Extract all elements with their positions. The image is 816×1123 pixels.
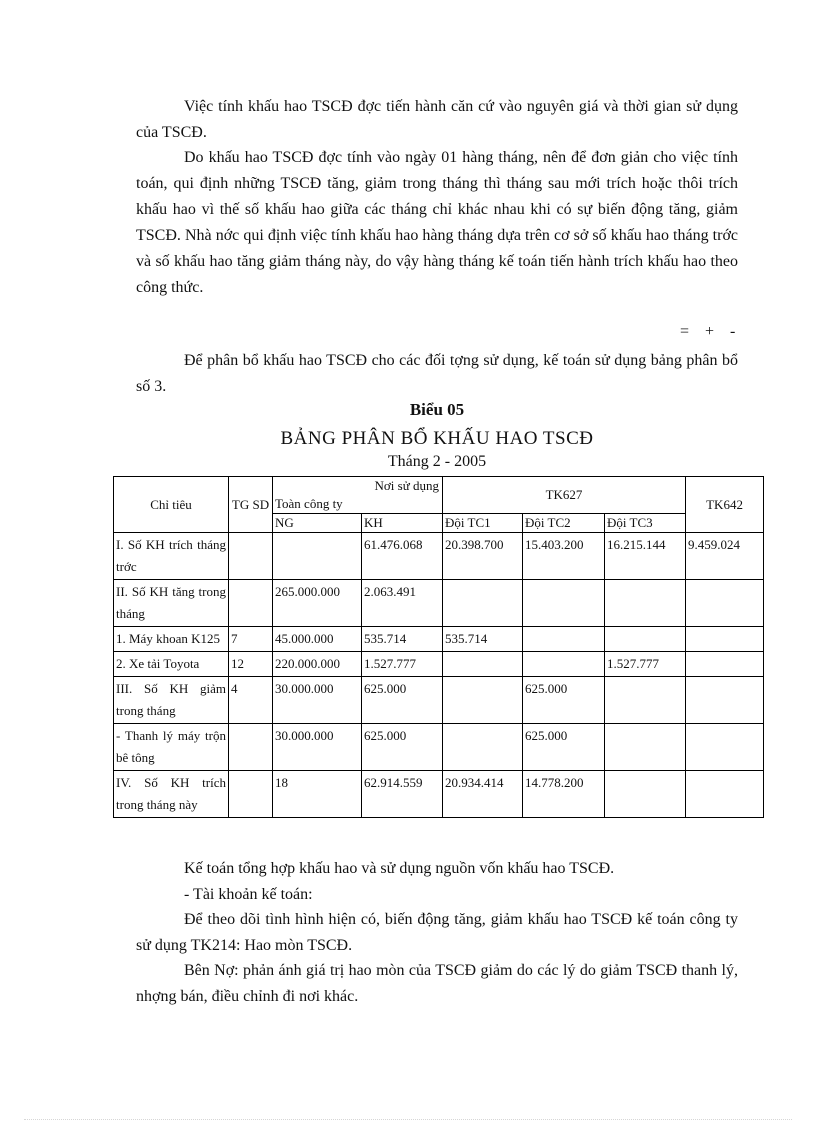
table-row	[114, 533, 764, 580]
cell-tc3	[605, 771, 686, 818]
header-chi-tieu: Chỉ tiêu	[114, 477, 229, 533]
paragraph-summary: Kế toán tổng hợp khấu hao và sử dụng nguồn vốn khấu hao TSCĐ.	[184, 860, 615, 877]
table-row	[114, 580, 764, 627]
cell-kh: 625.000	[362, 724, 443, 771]
page-footer-divider	[24, 1119, 792, 1120]
row-label: III. Số KH giảm trong tháng	[114, 677, 229, 724]
cell-tg	[229, 533, 273, 580]
cell-ng	[273, 533, 362, 580]
paragraph-account-heading: - Tài khoản kế toán:	[184, 886, 313, 903]
cell-tc3	[605, 724, 686, 771]
header-tk627: TK627	[443, 477, 686, 514]
cell-kh: 2.063.491	[362, 580, 443, 627]
header-doi-tc2: Đội TC2	[523, 514, 605, 533]
table-heading: BẢNG PHÂN BỔ KHẤU HAO TSCĐ	[280, 428, 594, 449]
cell-tg: 12	[229, 652, 273, 677]
row-label: 2. Xe tải Toyota	[114, 652, 229, 677]
cell-tk642: 9.459.024	[686, 533, 764, 580]
header-noi-su-dung-cell	[273, 477, 443, 514]
cell-tg	[229, 580, 273, 627]
cell-ng: 30.000.000	[273, 724, 362, 771]
table-row	[114, 652, 764, 677]
header-ng: NG	[273, 514, 362, 533]
cell-tc2: 625.000	[523, 724, 605, 771]
cell-kh: 1.527.777	[362, 652, 443, 677]
header-doi-tc1: Đội TC1	[443, 514, 523, 533]
table-label: Biểu 05	[409, 400, 465, 419]
cell-ng: 265.000.000	[273, 580, 362, 627]
paragraph-depreciation-method: Do khấu hao TSCĐ đợc tính vào ngày 01 hàng tháng, nên để đơn giản cho việc tính toán, qui định những TSCĐ tăng, giảm trong tháng thì tháng sau mới trích hoặc thôi trích khấu hao vì thế số khấu hao giữa các tháng chỉ khác nhau khi có sự biến động tăng, giảm TSCĐ. Nhà nớc qui định việc tính khấu hao hàng tháng dựa trên cơ sở số khấu hao tháng trớc và số khấu hao tăng giảm tháng này, do vậy hàng tháng kế toán tiến hành trích khấu hao theo công thức.	[136, 149, 738, 296]
cell-ng: 18	[273, 771, 362, 818]
paragraph-tk214: Để theo dõi tình hình hiện có, biến động tăng, giảm khấu hao TSCĐ kế toán công ty sử dụng TK214: Hao mòn TSCĐ.	[136, 911, 738, 954]
cell-tc1	[443, 677, 523, 724]
cell-ng: 45.000.000	[273, 627, 362, 652]
cell-kh: 625.000	[362, 677, 443, 724]
formula: = + -	[680, 323, 742, 340]
cell-tc3	[605, 627, 686, 652]
cell-tc1: 20.934.414	[443, 771, 523, 818]
cell-tc2	[523, 580, 605, 627]
table-row	[114, 627, 764, 652]
cell-tc1	[443, 724, 523, 771]
cell-tg: 4	[229, 677, 273, 724]
cell-tc1	[443, 580, 523, 627]
header-tk642: TK642	[686, 477, 764, 533]
row-label: IV. Số KH trích trong tháng này	[114, 771, 229, 818]
cell-tc1: 535.714	[443, 627, 523, 652]
table-header-row	[114, 477, 764, 514]
cell-tk642	[686, 627, 764, 652]
cell-tk642	[686, 652, 764, 677]
cell-tc2: 14.778.200	[523, 771, 605, 818]
cell-tc2: 15.403.200	[523, 533, 605, 580]
cell-tc1: 20.398.700	[443, 533, 523, 580]
header-kh: KH	[362, 514, 443, 533]
table-period: Tháng 2 - 2005	[387, 453, 487, 470]
cell-tc3	[605, 677, 686, 724]
cell-ng: 220.000.000	[273, 652, 362, 677]
table-row	[114, 724, 764, 771]
cell-tc3	[605, 580, 686, 627]
cell-kh: 61.476.068	[362, 533, 443, 580]
paragraph-ben-no: Bên Nợ: phản ánh giá trị hao mòn của TSCĐ giảm do các lý do giảm TSCĐ thanh lý, nhợng bán, điều chỉnh đi nơi khác.	[136, 962, 738, 1005]
row-label: 1. Máy khoan K125	[114, 627, 229, 652]
row-label: I. Số KH trích tháng trớc	[114, 533, 229, 580]
cell-tg	[229, 771, 273, 818]
cell-kh: 62.914.559	[362, 771, 443, 818]
cell-tk642	[686, 580, 764, 627]
cell-tc2	[523, 627, 605, 652]
header-doi-tc3: Đội TC3	[605, 514, 686, 533]
cell-kh: 535.714	[362, 627, 443, 652]
paragraph-allocation: Để phân bổ khấu hao TSCĐ cho các đối tợng sử dụng, kế toán sử dụng bảng phân bổ số 3.	[136, 352, 738, 395]
cell-tc2	[523, 652, 605, 677]
cell-tg	[229, 724, 273, 771]
cell-tg: 7	[229, 627, 273, 652]
paragraph-depreciation-basis: Việc tính khấu hao TSCĐ đợc tiến hành căn cứ vào nguyên giá và thời gian sử dụng của TSCĐ.	[136, 98, 738, 141]
cell-ng: 30.000.000	[273, 677, 362, 724]
table-row	[114, 771, 764, 818]
cell-tc3: 1.527.777	[605, 652, 686, 677]
cell-tk642	[686, 771, 764, 818]
header-toan-cong-ty: Toàn công ty	[275, 496, 343, 511]
cell-tc1	[443, 652, 523, 677]
cell-tc3: 16.215.144	[605, 533, 686, 580]
header-tg-sd: TG SD	[229, 477, 273, 533]
depreciation-table	[113, 476, 764, 818]
cell-tc2: 625.000	[523, 677, 605, 724]
row-label: II. Số KH tăng trong tháng	[114, 580, 229, 627]
cell-tk642	[686, 677, 764, 724]
cell-tk642	[686, 724, 764, 771]
table-row	[114, 677, 764, 724]
row-label: - Thanh lý máy trộn bê tông	[114, 724, 229, 771]
header-noi-su-dung: Nơi sử dụng	[374, 478, 439, 493]
